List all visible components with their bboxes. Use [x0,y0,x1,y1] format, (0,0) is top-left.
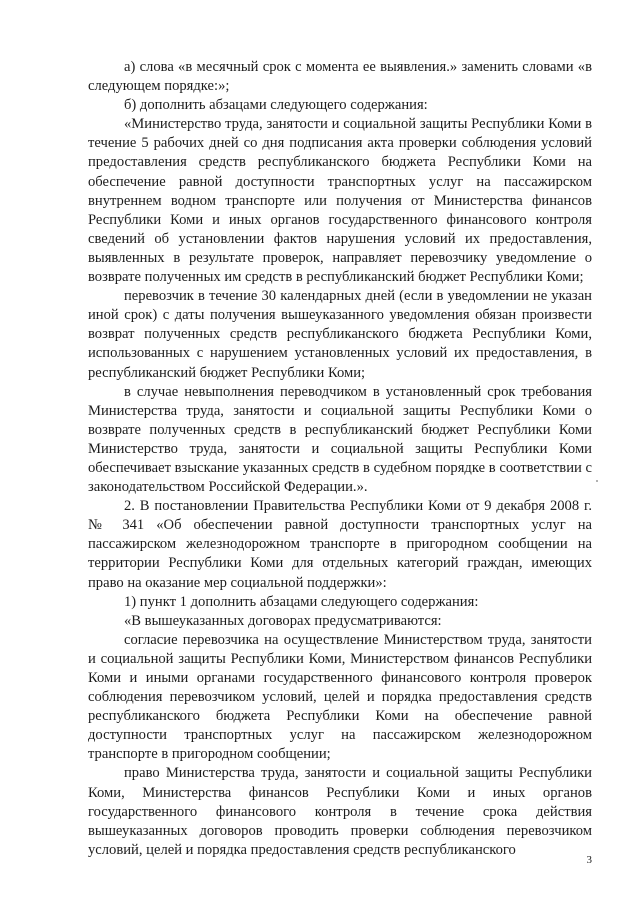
paragraph-resolution-341: 2. В постановлении Правительства Республики Коми от 9 декабря 2008 г. № 341 «Об обеспечении равной доступности транспортных услуг на пассажирском железнодорожном транспорте в пригородном сообщении на территории Республики Коми для отдельных категорий граждан, имеющих право на оказание мер социальной поддержки»: [88,498,592,591]
paragraph-point-1: 1) пункт 1 дополнить абзацами следующего содержания: [124,593,479,610]
paragraph-recovery: в случае невыполнения переводчиком в установленный срок требования Министерства труда, занятости и социальной защиты Республики Коми о возврате полученных средств в республиканский бюджет Республики Коми Министерство труда, занятости и социальной защиты Республики Коми обеспечивает взыскание указанных средств в судебном порядке в соответствии с законодательством Российской Федерации.». [88,383,592,496]
document-body [88,58,592,860]
paragraph-inspection-right: право Министерства труда, занятости и социальной защиты Республики Коми, Министерства финансов Республики Коми и иных органов государственного финансового контроля в течение срока действия вышеуказанных договоров проводить проверки соблюдения перевозчиком условий, целей и порядка предоставления средств республиканского [88,765,592,858]
paragraph-ministry-notice: «Министерство труда, занятости и социальной защиты Республики Коми в течение 5 рабочих дней со дня подписания акта проверки соблюдения условий предоставления средств республиканского бюджета Республики Коми на обеспечение равной доступности транспортных услуг на пассажирском внутреннем водном транспорте или получения от Министерства финансов Республики Коми и иных органов государственного финансового контроля сведений об установлении фактов нарушения условий их предоставления, выявленных в результате проверок, направляет перевозчику уведомление о возврате полученных им средств в республиканский бюджет Республики Коми; [88,116,592,286]
paragraph-amend-words: а) слова «в месячный срок с момента ее выявления.» заменить словами «в следующем порядке:»; [88,59,592,95]
paragraph-carrier-refund: перевозчик в течение 30 календарных дней (если в уведомлении не указан иной срок) с даты получения вышеуказанного уведомления обязан произвести возврат полученных средств республиканского бюджета Республики Коми, использованных с нарушением установленных условий их предоставления, в республиканский бюджет Республики Коми; [88,288,592,381]
scan-speck [596,480,598,482]
page-number: 3 [586,854,592,866]
paragraph-carrier-consent: согласие перевозчика на осуществление Министерством труда, занятости и социальной защиты Республики Коми, Министерством финансов Республики Коми и иными органами государственного финансового контроля проверок соблюдения перевозчиком условий, целей и порядка предоставления средств республиканского бюджета Республики Коми на обеспечение равной доступности транспортных услуг на пассажирском железнодорожном транспорте в пригородном сообщении; [88,631,592,763]
paragraph-contracts-provide: «В вышеуказанных договорах предусматриваются: [124,612,442,629]
paragraph-add-clauses: б) дополнить абзацами следующего содержания: [124,97,428,114]
